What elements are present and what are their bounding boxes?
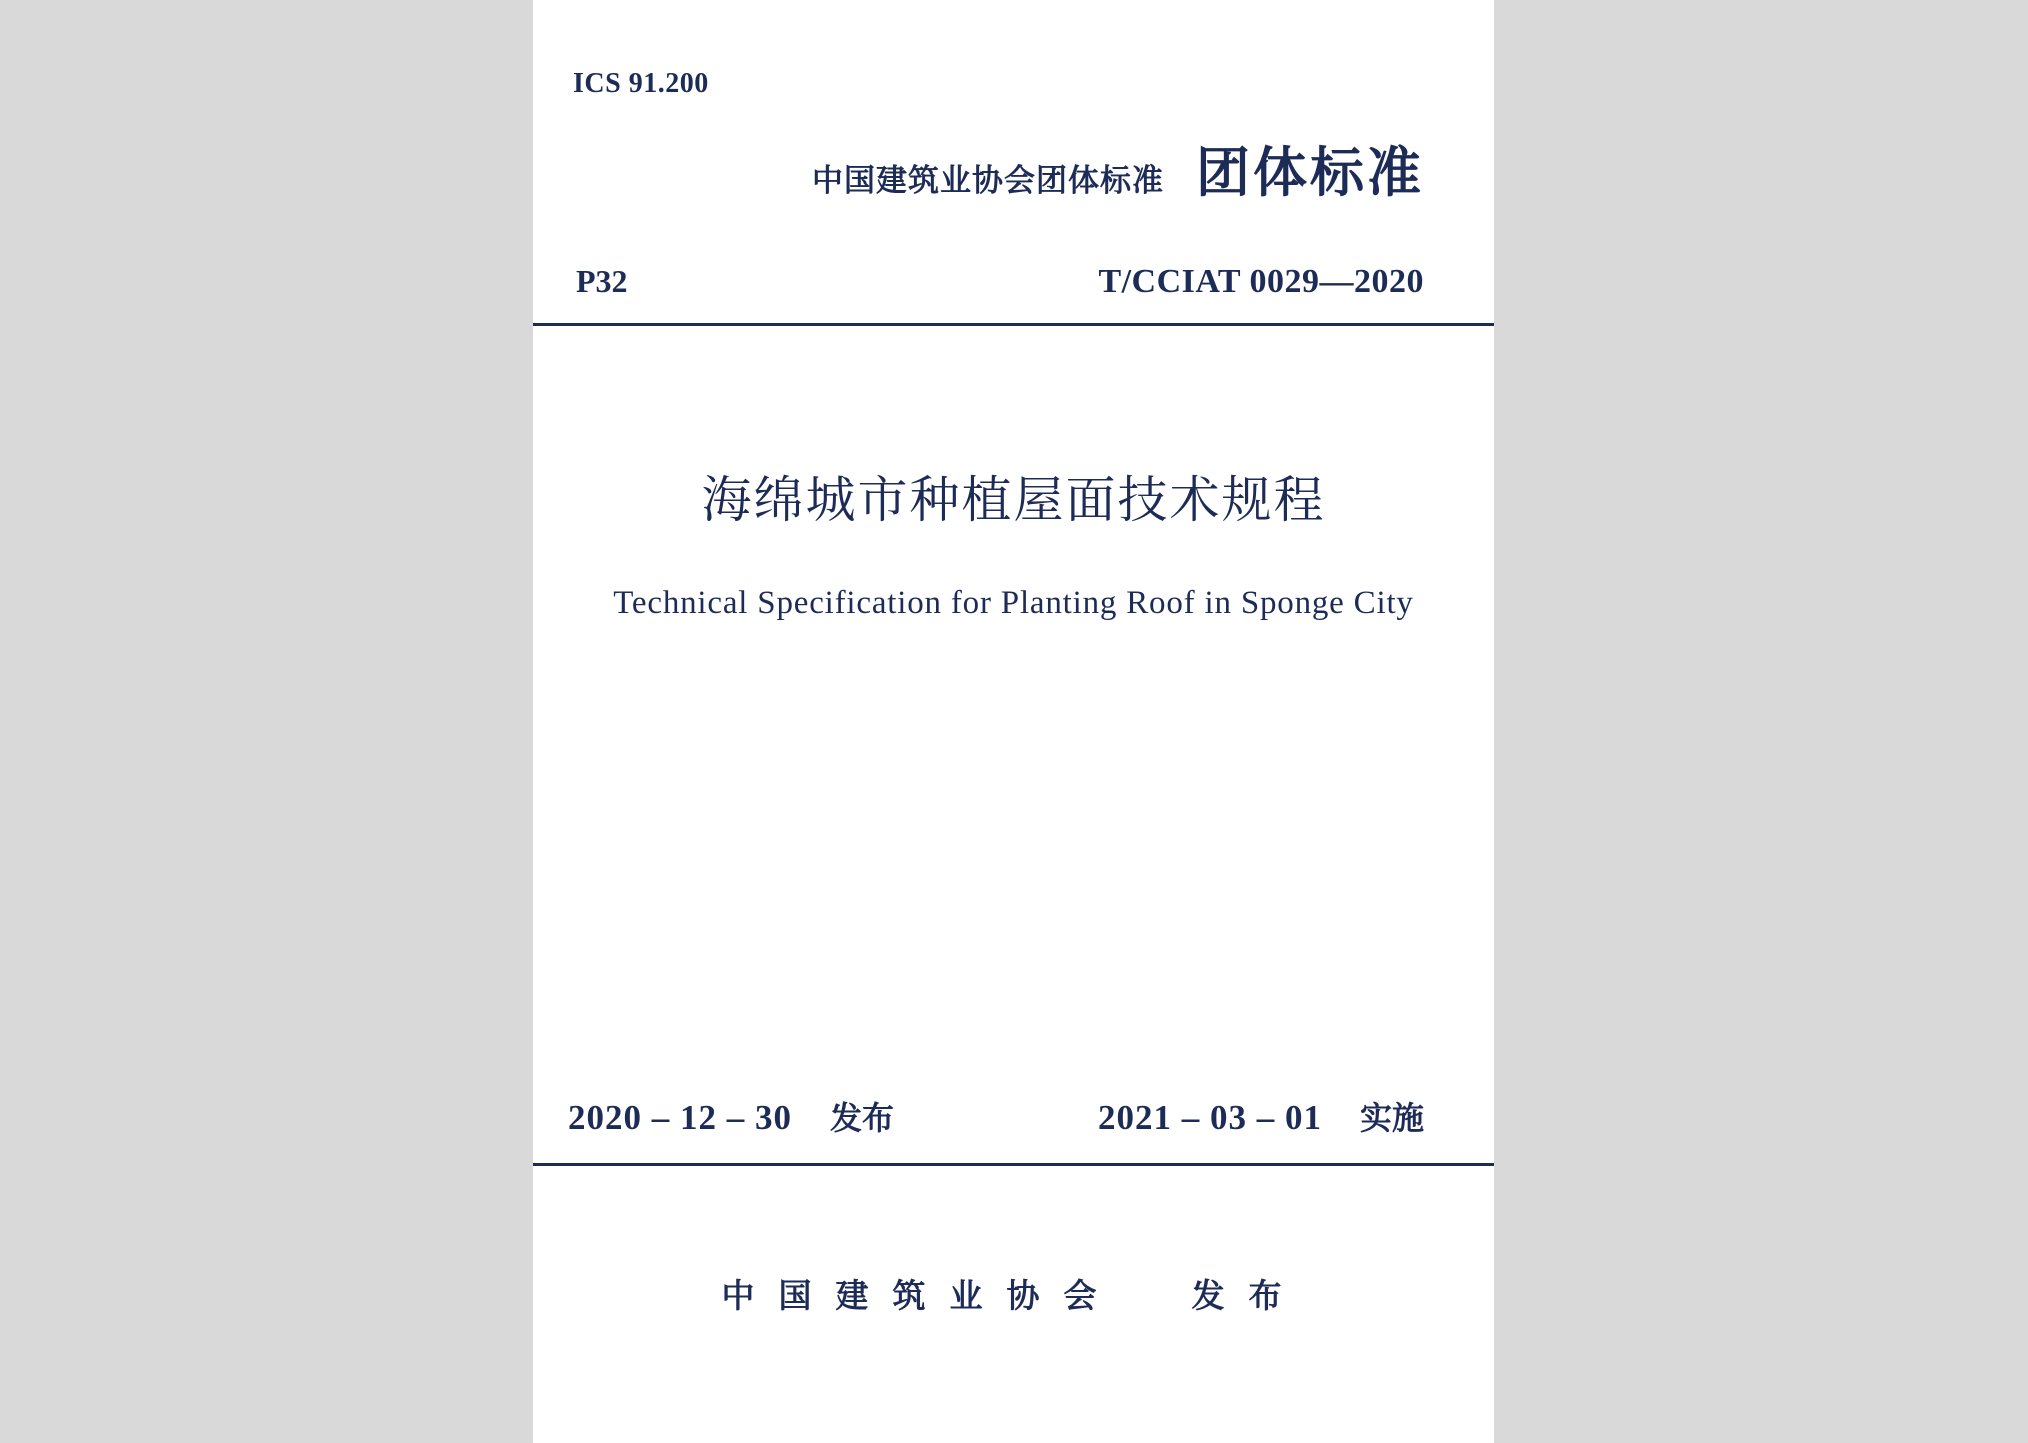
group-standard-label: 团体标准 [1196, 141, 1424, 204]
bottom-divider [533, 1163, 1494, 1166]
org-standard-label: 中国建筑业协会团体标准 [812, 163, 1164, 199]
effective-label: 实施 [1359, 1099, 1424, 1137]
standard-cover-page [533, 0, 1494, 1443]
issue-date: 2020 – 12 – 30 [568, 1098, 792, 1137]
title-chinese: 海绵城市种植屋面技术规程 [701, 471, 1326, 529]
top-divider [533, 323, 1494, 326]
effective-date-block [1098, 1093, 1424, 1139]
publisher: 中国建筑业协会 发布 [721, 1276, 1306, 1315]
standard-number: T/CCIAT 0029—2020 [1098, 263, 1424, 300]
category-code: P32 [576, 263, 628, 299]
issue-label: 发布 [830, 1099, 895, 1137]
ics-code: ICS 91.200 [573, 68, 709, 99]
standard-type-header [812, 130, 1424, 207]
effective-date: 2021 – 03 – 01 [1097, 1098, 1322, 1137]
issue-date-block [568, 1093, 894, 1139]
title-english: Technical Specification for Planting Roof in Sponge City [613, 585, 1414, 621]
